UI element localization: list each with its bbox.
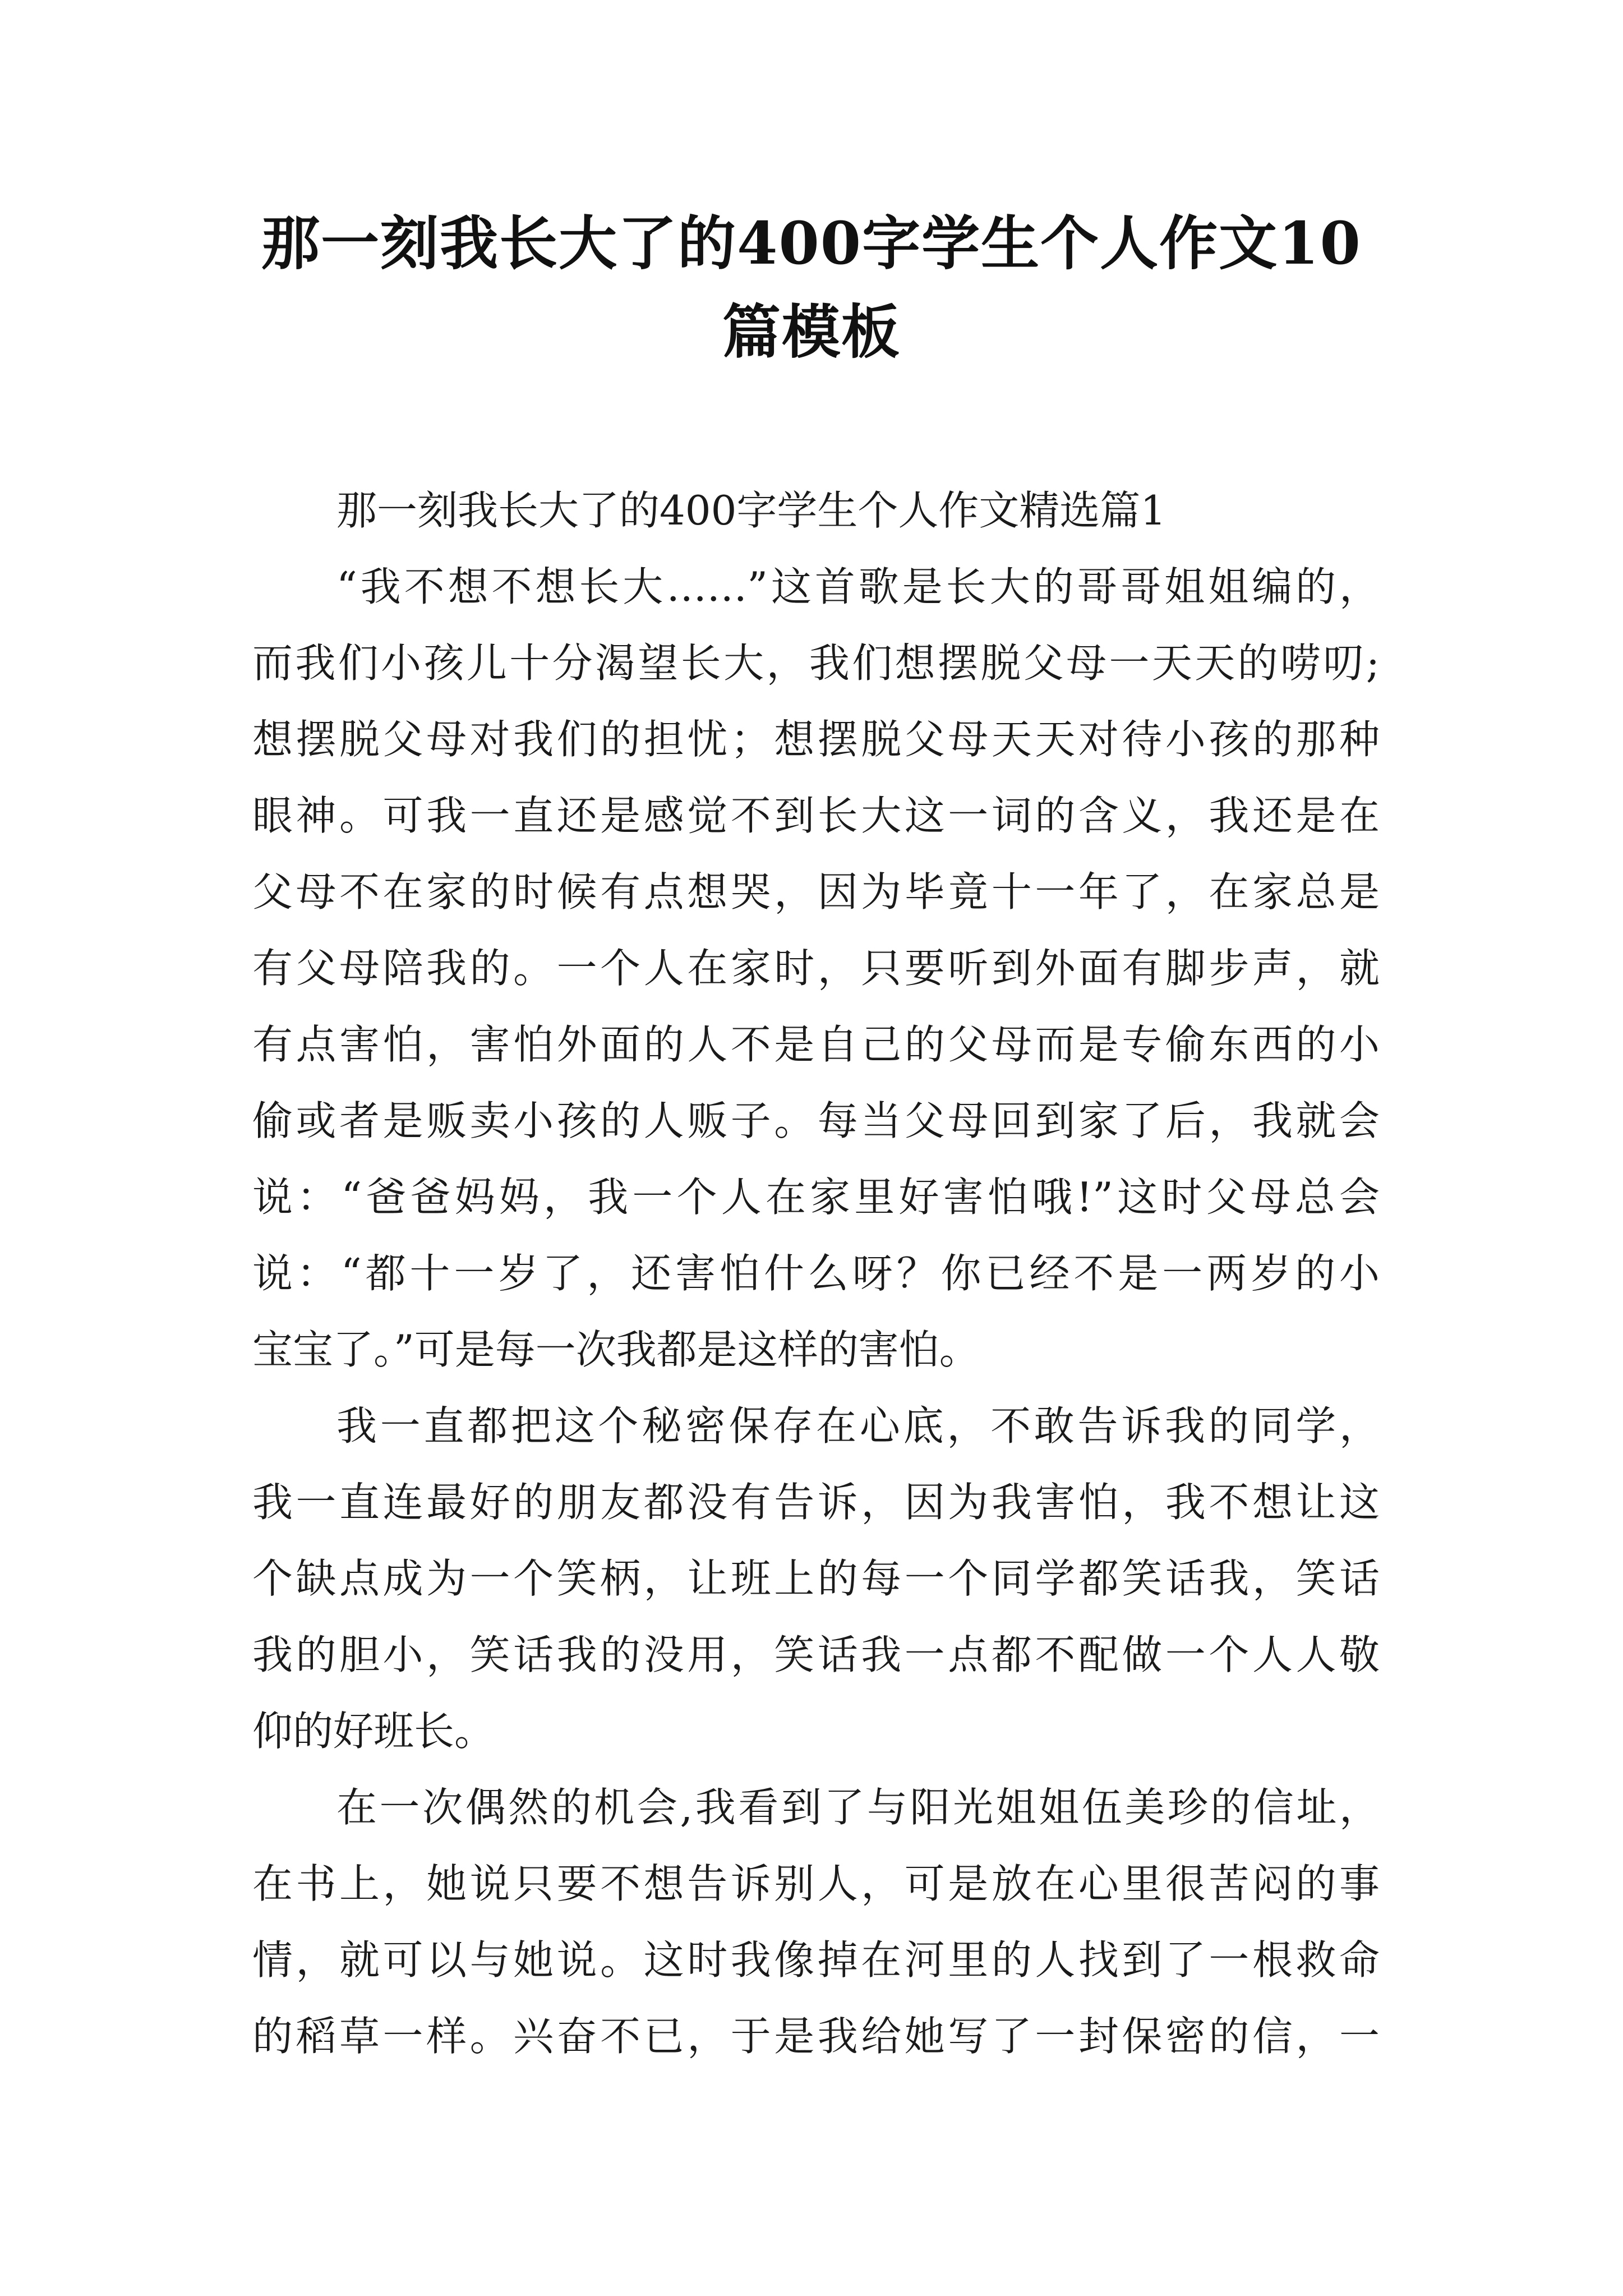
document-title bbox=[224, 199, 1399, 376]
paragraph-line: 我一直都把这个秘密保存在心底，不敢告诉我的同学， bbox=[336, 1402, 1380, 1450]
paragraph-line: 有父母陪我的。一个人在家时，只要听到外面有脚步声，就 bbox=[252, 945, 1380, 992]
paragraph-line: 的稻草一样。兴奋不已，于是我给她写了一封保密的信，一 bbox=[252, 2013, 1380, 2060]
paragraph-line: 宝宝了。”可是每一次我都是这样的害怕。 bbox=[252, 1326, 980, 1373]
paragraph-line: 在书上，她说只要不想告诉别人，可是放在心里很苦闷的事 bbox=[252, 1860, 1380, 1907]
paragraph-line: 想摆脱父母对我们的担忧；想摆脱父母天天对待小孩的那种 bbox=[252, 716, 1380, 763]
paragraph-line: 父母不在家的时候有点想哭，因为毕竟十一年了，在家总是 bbox=[252, 868, 1380, 915]
paragraph-line: 情，就可以与她说。这时我像掉在河里的人找到了一根救命 bbox=[252, 1936, 1380, 1984]
document-body bbox=[252, 472, 1380, 2074]
paragraph-line: 而我们小孩儿十分渴望长大，我们想摆脱父母一天天的唠叨; bbox=[252, 639, 1380, 687]
paragraph-line: 在一次偶然的机会,我看到了与阳光姐姐伍美珍的信址， bbox=[336, 1784, 1380, 1831]
paragraph-line: 说：“都十一岁了，还害怕什么呀？你已经不是一两岁的小 bbox=[252, 1250, 1380, 1297]
paragraph-line: 我的胆小，笑话我的没用，笑话我一点都不配做一个人人敬 bbox=[252, 1631, 1380, 1678]
paragraph-line: 说：“爸爸妈妈，我一个人在家里好害怕哦!”这时父母总会 bbox=[252, 1174, 1380, 1221]
paragraph-line: 个缺点成为一个笑柄，让班上的每一个同学都笑话我，笑话 bbox=[252, 1555, 1380, 1602]
paragraph-line: 仰的好班长。 bbox=[252, 1708, 495, 1755]
paragraph-line: 我一直连最好的朋友都没有告诉，因为我害怕，我不想让这 bbox=[252, 1479, 1380, 1526]
section-heading: 那一刻我长大了的400字学生个人作文精选篇1 bbox=[336, 487, 1166, 534]
title-line-1: 那一刻我长大了的400字学生个人作文10 bbox=[261, 209, 1362, 278]
paragraph-line: 偷或者是贩卖小孩的人贩子。每当父母回到家了后，我就会 bbox=[252, 1097, 1380, 1144]
paragraph-line: 眼神。可我一直还是感觉不到长大这一词的含义，我还是在 bbox=[252, 792, 1380, 839]
title-line-2: 篇模板 bbox=[722, 297, 901, 366]
paragraph-line: “我不想不想长大……”这首歌是长大的哥哥姐姐编的， bbox=[336, 563, 1380, 610]
paragraph-line: 有点害怕，害怕外面的人不是自己的父母而是专偷东西的小 bbox=[252, 1021, 1380, 1068]
